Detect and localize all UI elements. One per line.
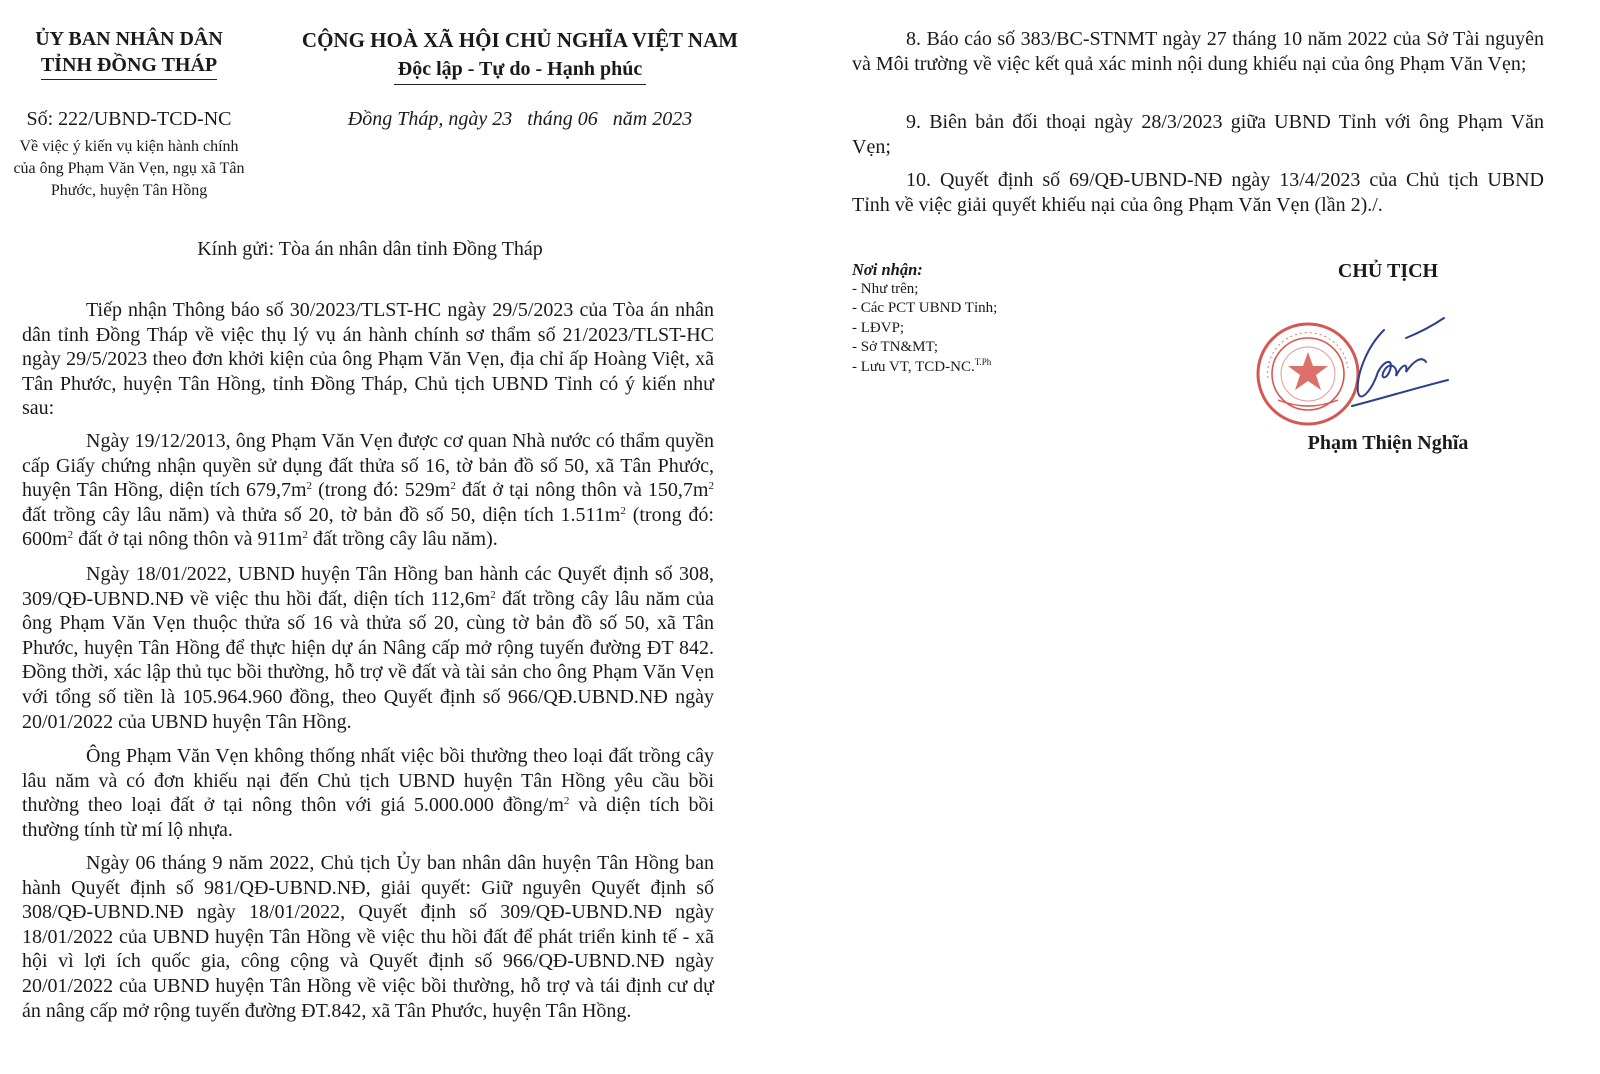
p3-text-a: Ngày 18/01/2022, UBND huyện Tân Hồng ban hành các Quyết định số 308, 309/QĐ-UBND.NĐ về việc thu hồi đất, diện tích 112,6m (22, 563, 714, 610)
document-number: Số: 222/UBND-TCD-NC (26, 108, 232, 130)
issuing-organization (0, 26, 258, 80)
recipient-item: - Sở TN&MT; (852, 339, 939, 355)
org-line-1: ỦY BAN NHÂN DÂN (35, 28, 223, 50)
recipient-item: - Các PCT UBND Tỉnh; (852, 300, 998, 316)
sup-m2: 2 (67, 529, 74, 542)
p2-text-e: (trong đó: 600m (22, 503, 714, 551)
sup-m2: 2 (708, 480, 714, 493)
basis-item-8: 8. Báo cáo số 383/BC-STNMT ngày 27 tháng 10 năm 2022 của Sở Tài nguyên và Môi trường về việc kết quả xác minh nội dung khiếu nại của ông Phạm Văn Vẹn; (852, 28, 1544, 75)
subject-line-3: Phước, huyện Tân Hồng (50, 182, 208, 199)
date-line: Đồng Tháp, ngày 23 tháng 06 năm 2023 (347, 108, 693, 130)
sup-m2: 2 (450, 480, 456, 493)
p2-text-g: đất trồng cây lâu năm). (307, 528, 498, 551)
recipients-label: Nơi nhận: (852, 260, 923, 279)
p2-text-a: Ngày 19/12/2013, ông Phạm Văn Vẹn được cơ quan Nhà nước có thẩm quyền cấp Giấy chứng nhận quyền sử dụng đất thửa số 16, tờ bản đồ số 50, xã Tân Phước, huyện Tân Hồng, diện tích 679,7m (22, 430, 714, 502)
body-paragraph-3 (22, 562, 714, 734)
national-motto: Độc lập - Tự do - Hạnh phúc (394, 55, 646, 85)
recipient-line: Kính gửi: Tòa án nhân dân tỉnh Đồng Tháp (197, 238, 543, 260)
recipients-block (852, 260, 997, 377)
document-subject (0, 136, 258, 202)
p3-text-b: đất trồng cây lâu năm của ông Phạm Văn Vẹn thuộc thửa số 16 và thửa số 20, cùng tờ bản đồ số 50, xã Tân Phước, huyện Tân Hồng để thực hiện dự án Nâng cấp mở rộng tuyến đường ĐT 842. Đồng thời, xác lập thủ tục bồi thường, hỗ trợ về đất và tài sản cho ông Phạm Văn Vẹn với tổng số tiền là 105.964.960 đồng, theo Quyết định số 966/QĐ.UBND.NĐ ngày 20/01/2022 của UBND huyện Tân Hồng. (22, 587, 714, 733)
signer-name: Phạm Thiện Nghĩa (1307, 432, 1469, 454)
sup-m2: 2 (306, 480, 313, 493)
recipient-item: - LĐVP; (852, 319, 905, 336)
seal-stamp-icon (1258, 324, 1358, 424)
sup-m2: 2 (563, 795, 570, 808)
subject-line-2: của ông Phạm Văn Vẹn, ngụ xã Tân (13, 160, 245, 177)
sup-m2: 2 (620, 504, 626, 517)
basis-item-9: 9. Biên bản đối thoại ngày 28/3/2023 giữa UBND Tỉnh với ông Phạm Văn Vẹn; (852, 111, 1544, 158)
body-paragraph-2 (22, 429, 714, 552)
p2-text-f: đất ở tại nông thôn và 911m (73, 528, 303, 551)
p4-text-a: Ông Phạm Văn Vẹn không thống nhất việc bồi thường theo loại đất trồng cây lâu năm và có đơn khiếu nại đến Chủ tịch UBND huyện Tân Hồng yêu cầu bồi thường theo loại đất ở tại nông thôn với giá 5.000.000 đồng/m (22, 745, 714, 817)
recipient-sup: T.Ph (974, 356, 992, 367)
signer-title: CHỦ TỊCH (1337, 260, 1439, 282)
p2-text-c: đất ở tại nông thôn và 150,7m (455, 479, 709, 502)
national-heading (300, 26, 740, 85)
p2-text-b: (trong đó: 529m (312, 479, 451, 502)
body-paragraph-1: Tiếp nhận Thông báo số 30/2023/TLST-HC ngày 29/5/2023 của Tòa án nhân dân tỉnh Đồng Tháp về việc thụ lý vụ án hành chính sơ thẩm số 21/2023/TLST-HC ngày 29/5/2023 theo đơn khởi kiện của ông Phạm Văn Vẹn, địa chỉ ấp Hoàng Việt, xã Tân Phước, huyện Tân Hồng, tỉnh Đồng Tháp, Chủ tịch UBND Tỉnh có ý kiến như sau: (22, 299, 714, 420)
p4-text-b: và diện tích bồi thường tính từ mí lộ nhựa. (22, 794, 714, 841)
basis-item-10: 10. Quyết định số 69/QĐ-UBND-NĐ ngày 13/4/2023 của Chủ tịch UBND Tỉnh về việc giải quyết khiếu nại của ông Phạm Văn Vẹn (lần 2)./. (852, 169, 1544, 216)
handwritten-signature (1352, 318, 1448, 406)
subject-line-1: Về việc ý kiến vụ kiện hành chính (19, 138, 239, 155)
recipient-item-text: - Lưu VT, TCD-NC. (852, 358, 975, 375)
recipient-item: - Như trên; (852, 280, 919, 297)
sup-m2: 2 (302, 529, 308, 542)
body-paragraph-4 (22, 744, 714, 842)
p2-text-d: đất trồng cây lâu năm) và thửa số 20, tờ bản đồ số 50, diện tích 1.511m (22, 503, 621, 526)
org-line-2: TỈNH ĐỒNG THÁP (41, 52, 217, 80)
nation-name: CỘNG HOÀ XÃ HỘI CHỦ NGHĨA VIỆT NAM (301, 28, 739, 52)
official-seal-and-signature (1256, 308, 1476, 438)
sup-m2: 2 (490, 588, 496, 601)
body-paragraph-5: Ngày 06 tháng 9 năm 2022, Chủ tịch Ủy ban nhân dân huyện Tân Hồng ban hành Quyết định số 981/QĐ-UBND.NĐ, giải quyết: Giữ nguyên Quyết định số 308/QĐ-UBND.NĐ ngày 18/01/2022, Quyết định số 309/QĐ-UBND.NĐ ngày 18/01/2022 của UBND huyện Tân Hồng về việc thu hồi đất để phát triển kinh tế - xã hội vì lợi ích quốc gia, công cộng và Quyết định số 966/QĐ-UBND.NĐ ngày 20/01/2022 của UBND huyện Tân Hồng về việc bồi thường, hỗ trợ và tái định cư dự án nâng cấp mở rộng tuyến đường ĐT.842, xã Tân Phước, huyện Tân Hồng. (22, 852, 714, 1022)
recipient-item (852, 358, 997, 378)
